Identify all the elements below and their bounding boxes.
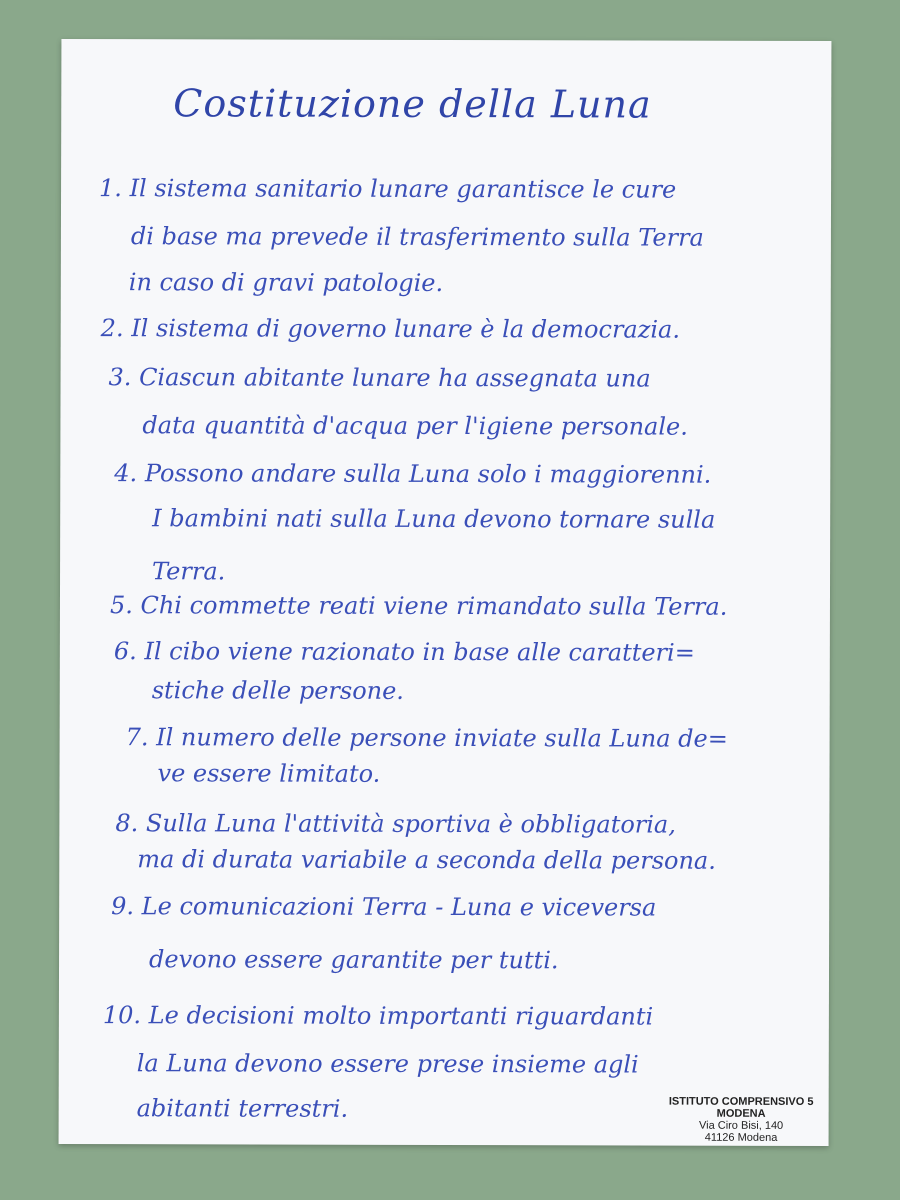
text-line-15: 8. Sulla Luna l'attività sportiva è obbligatoria, — [115, 809, 676, 839]
text-line-13: 7. Il numero delle persone inviate sulla Luna de= — [125, 723, 728, 753]
text-line-2: di base ma prevede il trasferimento sulla Terra — [130, 222, 704, 252]
text-line-16: ma di durata variabile a seconda della persona. — [137, 845, 716, 875]
text-line-21: abitanti terrestri. — [136, 1094, 349, 1123]
school-stamp — [649, 1096, 834, 1144]
text-line-7: 4. Possono andare sulla Luna solo i maggiorenni. — [114, 459, 712, 489]
document-title: Costituzione della Luna — [173, 81, 652, 127]
text-line-1: 1. Il sistema sanitario lunare garantisce le cure — [99, 174, 677, 204]
text-line-20: la Luna devono essere prese insieme agli — [136, 1049, 639, 1079]
paper-sheet — [59, 39, 832, 1146]
text-line-4: 2. Il sistema di governo lunare è la democrazia. — [100, 314, 681, 344]
stamp-city: 41126 Modena — [704, 1131, 778, 1144]
text-line-6: data quantità d'acqua per l'igiene personale. — [142, 411, 688, 441]
text-line-17: 9. Le comunicazioni Terra - Luna e viceversa — [111, 892, 657, 922]
text-line-5: 3. Ciascun abitante lunare ha assegnata una — [108, 363, 651, 393]
text-line-8: I bambini nati sulla Luna devono tornare sulla — [152, 504, 716, 534]
text-line-14: ve essere limitato. — [157, 759, 381, 788]
stamp-address: Via Ciro Bisi, 140 — [698, 1119, 784, 1132]
text-line-9: Terra. — [152, 557, 226, 586]
text-line-10: 5. Chi commette reati viene rimandato sulla Terra. — [109, 591, 728, 621]
text-line-19: 10. Le decisioni molto importanti riguardanti — [102, 1001, 654, 1031]
text-line-12: stiche delle persone. — [151, 676, 404, 705]
text-line-3: in caso di gravi patologie. — [128, 268, 444, 297]
text-line-11: 6. Il cibo viene razionato in base alle caratteri= — [113, 637, 695, 667]
text-line-18: devono essere garantite per tutti. — [149, 945, 559, 975]
stamp-school-name: ISTITUTO COMPRENSIVO 5 MODENA — [668, 1095, 814, 1120]
